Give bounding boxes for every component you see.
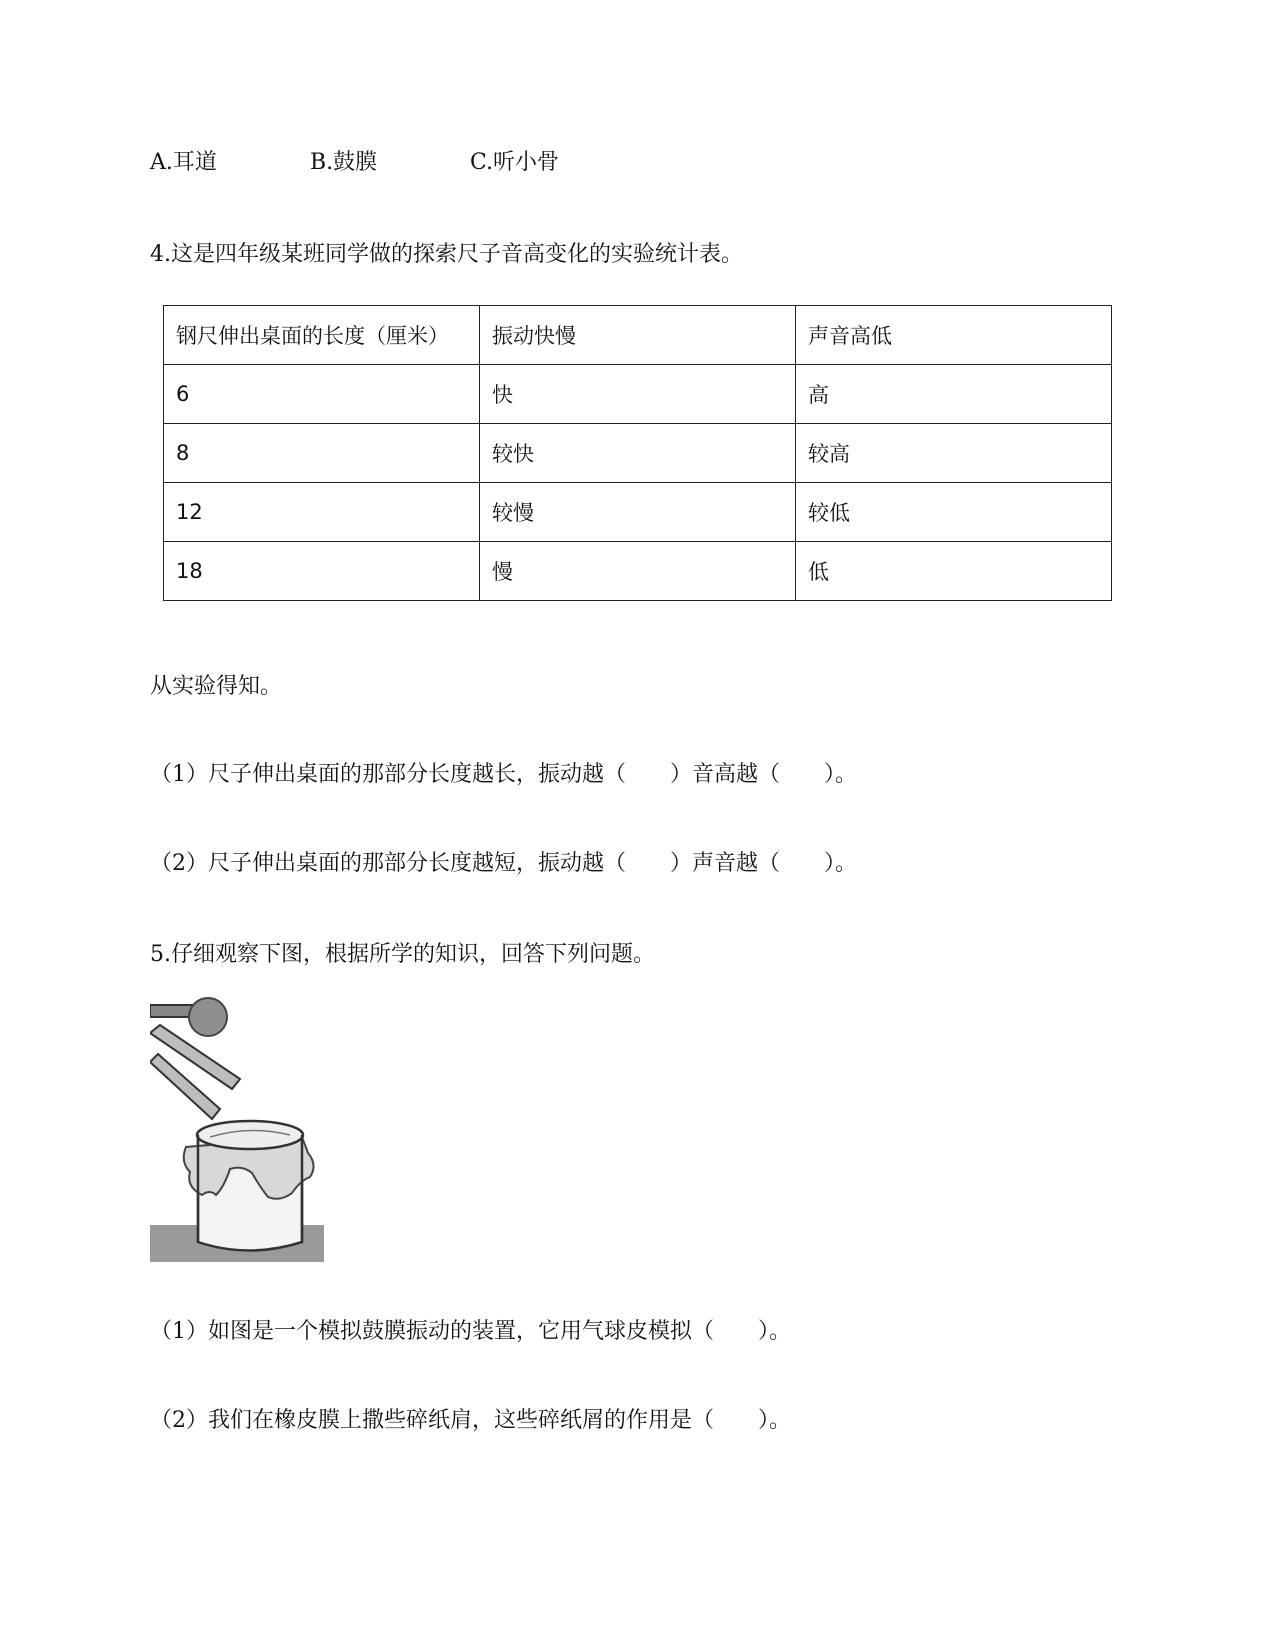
question-4-sub-1: （1）尺子伸出桌面的那部分长度越长，振动越（ ）音高越（ ）。 [150, 762, 857, 787]
option-a: A.耳道 [150, 150, 217, 175]
table-cell: 6 [164, 365, 480, 424]
eardrum-model-figure [150, 997, 330, 1262]
table-cell: 较高 [796, 424, 1112, 483]
option-c: C.听小骨 [470, 150, 560, 175]
question-5-sub-2: （2）我们在橡皮膜上撒些碎纸肩，这些碎纸屑的作用是（ ）。 [150, 1408, 791, 1433]
table-cell: 18 [164, 542, 480, 601]
table-row [164, 424, 1112, 483]
table-cell: 较快 [480, 424, 796, 483]
question-4-sub-2: （2）尺子伸出桌面的那部分长度越短，振动越（ ）声音越（ ）。 [150, 851, 857, 876]
table-header-cell: 振动快慢 [480, 306, 796, 365]
table-cell: 快 [480, 365, 796, 424]
experiment-table [163, 305, 1112, 601]
table-row [164, 542, 1112, 601]
table-cell: 8 [164, 424, 480, 483]
option-b: B.鼓膜 [310, 150, 378, 175]
question-5-title: 5.仔细观察下图，根据所学的知识，回答下列问题。 [150, 942, 655, 967]
table-cell: 低 [796, 542, 1112, 601]
table-cell: 12 [164, 483, 480, 542]
table-header-cell: 钢尺伸出桌面的长度（厘米） [164, 306, 480, 365]
table-cell: 较慢 [480, 483, 796, 542]
table-row [164, 365, 1112, 424]
table-row [164, 483, 1112, 542]
table-header-cell: 声音高低 [796, 306, 1112, 365]
conclusion-text: 从实验得知。 [150, 674, 283, 699]
stick [150, 1025, 240, 1089]
mallet-head [189, 998, 227, 1036]
table-cell: 慢 [480, 542, 796, 601]
question-4-title: 4.这是四年级某班同学做的探索尺子音高变化的实验统计表。 [150, 242, 743, 267]
table-cell: 较低 [796, 483, 1112, 542]
table-header-row [164, 306, 1112, 365]
table-cell: 高 [796, 365, 1112, 424]
question-5-sub-1: （1）如图是一个模拟鼓膜振动的装置，它用气球皮模拟（ ）。 [150, 1319, 791, 1344]
